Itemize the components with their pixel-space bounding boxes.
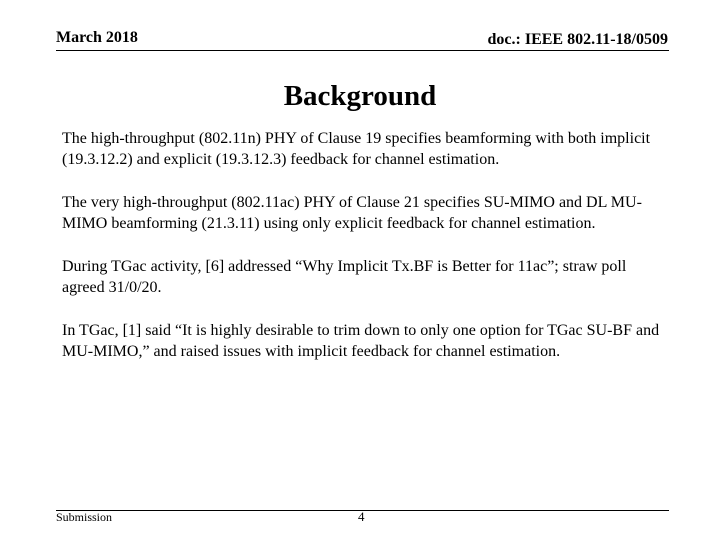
footer-submission-label: Submission bbox=[56, 510, 113, 524]
header-divider bbox=[56, 50, 669, 51]
body-paragraph-2: The very high-throughput (802.11ac) PHY of Clause 21 specifies SU-MIMO and DL MU-MIMO beamforming (21.3.11) using only explicit feedback for channel estimation. bbox=[62, 194, 642, 232]
slide-title: Background bbox=[283, 80, 437, 112]
header-doc-id: doc.: IEEE 802.11-18/0509 bbox=[487, 31, 668, 48]
footer-page-number: 4 bbox=[358, 509, 365, 524]
body-paragraph-4: In TGac, [1] said “It is highly desirable to trim down to only one option for TGac SU-BF and MU-MIMO,” and raised issues with implicit feedback for channel estimation. bbox=[62, 322, 660, 360]
header-date: March 2018 bbox=[56, 29, 138, 46]
body-paragraph-1: The high-throughput (802.11n) PHY of Clause 19 specifies beamforming with both implicit (19.3.12.2) and explicit (19.3.12.3) feedback for channel estimation. bbox=[62, 130, 651, 168]
body-paragraph-3: During TGac activity, [6] addressed “Why Implicit Tx.BF is Better for 11ac”; straw poll agreed 31/0/20. bbox=[62, 258, 627, 296]
slide-body bbox=[62, 128, 672, 384]
